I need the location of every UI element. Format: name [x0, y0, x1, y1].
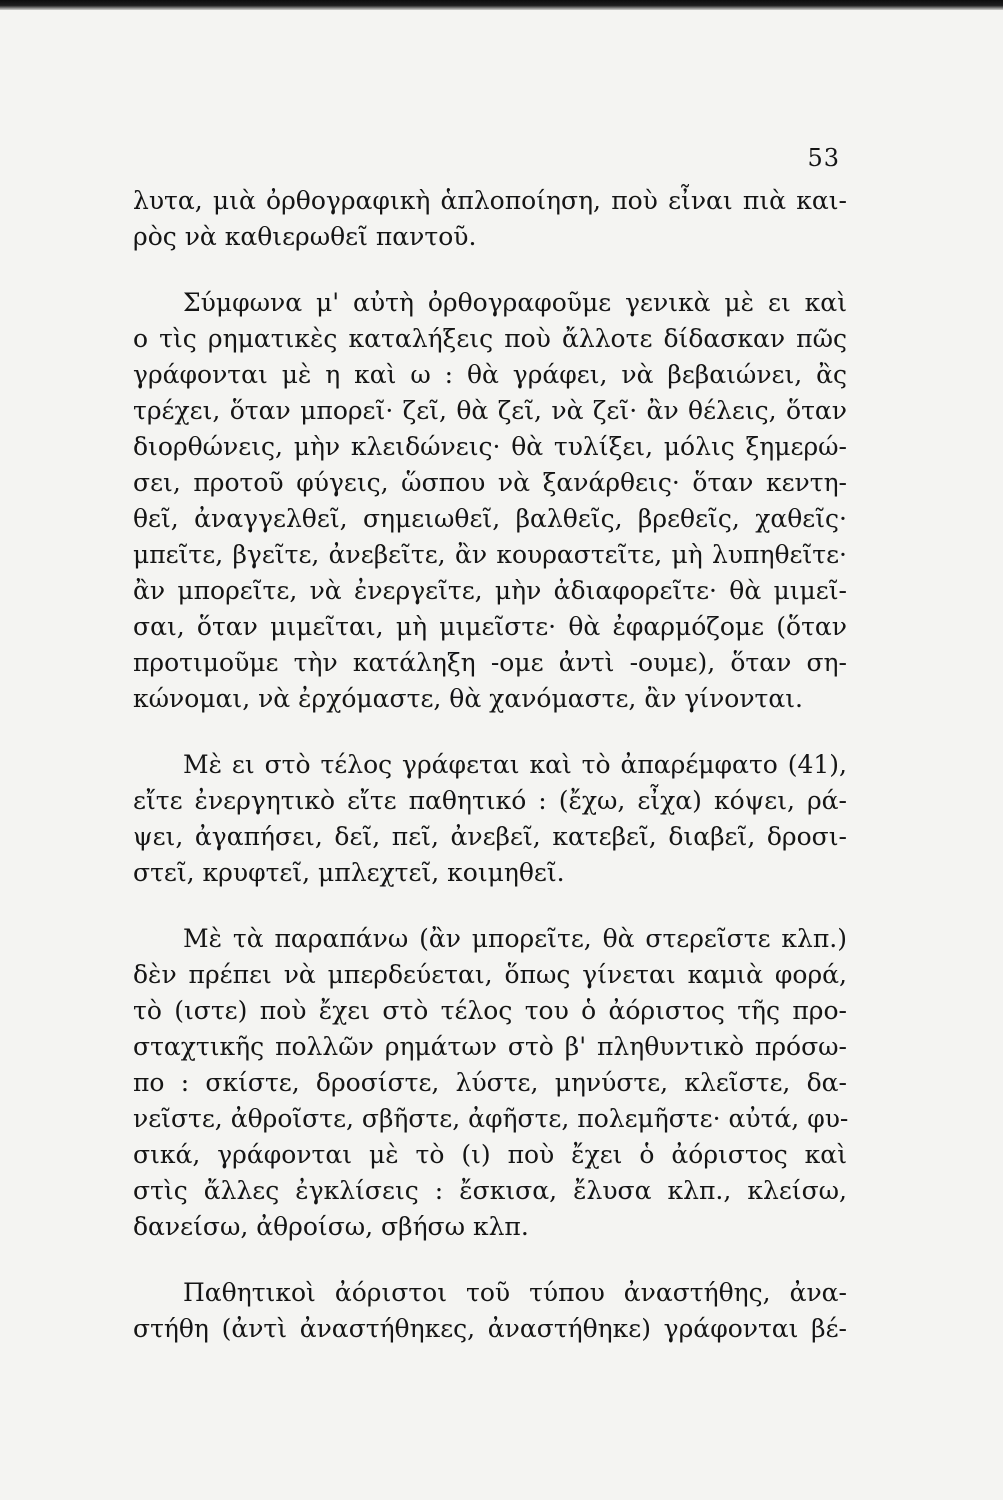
text-body — [133, 183, 847, 1347]
text-line: σταχτικῆς πολλῶν ρημάτων στὸ β' πληθυντικὸ πρόσω- — [133, 1032, 847, 1061]
text-line: σει, προτοῦ φύγεις, ὥσπου νὰ ξανάρθεις· ὅταν κεντη- — [133, 468, 847, 497]
text-line: Μὲ ει στὸ τέλος γράφεται καὶ τὸ ἀπαρέμφατο (41), — [183, 750, 847, 779]
paragraph-5 — [133, 1275, 847, 1347]
text-line: λυτα, μιὰ ὀρθογραφικὴ ἁπλοποίηση, ποὺ εἶναι πιὰ και- — [133, 186, 847, 215]
text-line: στήθη (ἀντὶ ἀναστήθηκες, ἀναστήθηκε) γράφονται βέ- — [133, 1314, 847, 1343]
paragraph-3 — [133, 747, 847, 891]
text-line: Μὲ τὰ παραπάνω (ἂν μπορεῖτε, θὰ στερεῖστε κλπ.) — [183, 924, 847, 953]
text-line: εἴτε ἐνεργητικὸ εἴτε παθητικό : (ἔχω, εἶχα) κόψει, ρά- — [133, 786, 847, 815]
text-line: μπεῖτε, βγεῖτε, ἀνεβεῖτε, ἂν κουραστεῖτε, μὴ λυπηθεῖτε· — [133, 540, 847, 569]
text-line: κώνομαι, νὰ ἐρχόμαστε, θὰ χανόμαστε, ἂν γίνονται. — [133, 684, 804, 713]
text-line: σικά, γράφονται μὲ τὸ (ι) ποὺ ἔχει ὁ ἀόριστος καὶ — [133, 1140, 847, 1169]
paragraph-2 — [133, 285, 847, 717]
text-line: τρέχει, ὅταν μπορεῖ· ζεῖ, θὰ ζεῖ, νὰ ζεῖ· ἂν θέλεις, ὅταν — [133, 396, 847, 425]
text-line: πο : σκίστε, δροσίστε, λύστε, μηνύστε, κλεῖστε, δα- — [133, 1068, 847, 1097]
text-line: Παθητικοὶ ἀόριστοι τοῦ τύπου ἀναστήθης, ἀνα- — [183, 1278, 847, 1307]
text-line: ἂν μπορεῖτε, νὰ ἐνεργεῖτε, μὴν ἀδιαφορεῖτε· θὰ μιμεῖ- — [133, 576, 847, 605]
text-line: στεῖ, κρυφτεῖ, μπλεχτεῖ, κοιμηθεῖ. — [133, 858, 565, 887]
text-line: διορθώνεις, μὴν κλειδώνεις· θὰ τυλίξει, μόλις ξημερώ- — [133, 432, 847, 461]
text-line: θεῖ, ἀναγγελθεῖ, σημειωθεῖ, βαλθεῖς, βρεθεῖς, χαθεῖς· — [133, 504, 847, 533]
paragraph-4 — [133, 921, 847, 1245]
text-line: τὸ (ιστε) ποὺ ἔχει στὸ τέλος του ὁ ἀόριστος τῆς προ- — [133, 996, 847, 1025]
text-line: νεῖστε, ἀθροῖστε, σβῆστε, ἀφῆστε, πολεμῆστε· αὐτά, φυ- — [133, 1104, 849, 1133]
paragraph-1 — [133, 183, 847, 255]
text-line: ο τὶς ρηματικὲς καταλήξεις ποὺ ἄλλοτε δίδασκαν πῶς — [133, 324, 847, 353]
text-line: δανείσω, ἀθροίσω, σβήσω κλπ. — [133, 1212, 529, 1241]
text-line: δὲν πρέπει νὰ μπερδεύεται, ὅπως γίνεται καμιὰ φορά, — [133, 960, 847, 989]
text-line: ρὸς νὰ καθιερωθεῖ παντοῦ. — [133, 222, 477, 251]
text-line: ψει, ἀγαπήσει, δεῖ, πεῖ, ἀνεβεῖ, κατεβεῖ, διαβεῖ, δροσι- — [133, 822, 847, 851]
text-line: σαι, ὅταν μιμεῖται, μὴ μιμεῖστε· θὰ ἐφαρμόζομε (ὅταν — [133, 612, 847, 641]
text-line: προτιμοῦμε τὴν κατάληξη -ομε ἀντὶ -ουμε), ὅταν ση- — [133, 648, 847, 677]
text-line: Σύμφωνα μ' αὐτὴ ὀρθογραφοῦμε γενικὰ μὲ ει καὶ — [183, 288, 847, 317]
page-top-edge — [0, 0, 1003, 10]
text-line: γράφονται μὲ η καὶ ω : θὰ γράφει, νὰ βεβαιώνει, ἂς — [133, 360, 847, 389]
text-line: στὶς ἄλλες ἐγκλίσεις : ἔσκισα, ἔλυσα κλπ., κλείσω, — [133, 1176, 847, 1205]
page-number: 53 — [807, 144, 840, 172]
